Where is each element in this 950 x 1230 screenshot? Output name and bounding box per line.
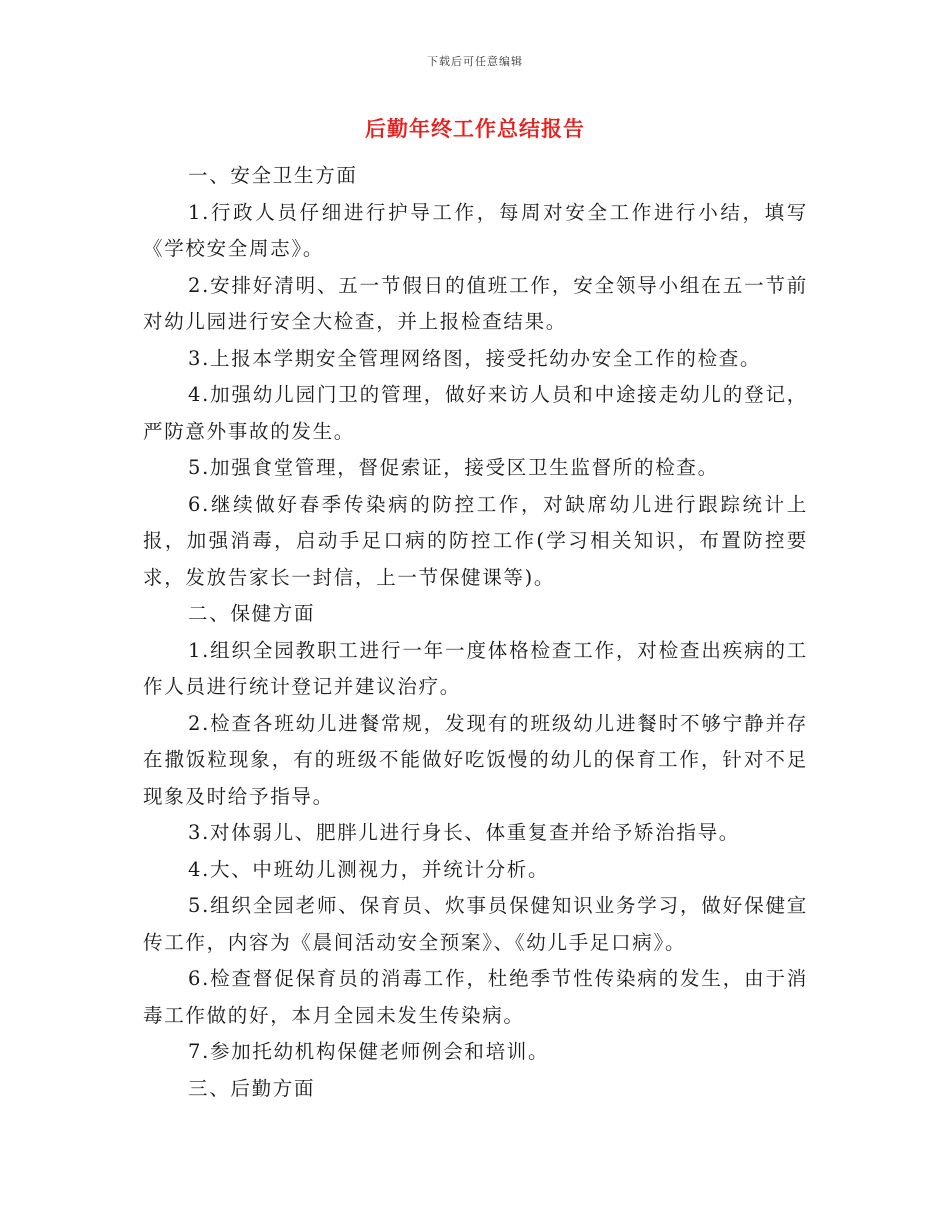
paragraph: 3.上报本学期安全管理网络图，接受托幼办安全工作的检查。	[188, 346, 762, 370]
paragraph: 1.行政人员仔细进行护导工作，每周对安全工作进行小结，填写《学校安全周志》。	[143, 200, 808, 260]
paragraph: 6.检查督促保育员的消毒工作，杜绝季节性传染病的发生，由于消毒工作做的好，本月全园未发生传染病。	[143, 967, 808, 1027]
page-header-note: 下载后可任意编辑	[427, 55, 523, 68]
paragraph: 5.加强食堂管理，督促索证，接受区卫生监督所的检查。	[188, 456, 719, 479]
paragraph: 1.组织全园教职工进行一年一度体格检查工作，对检查出疾病的工作人员进行统计登记并建议治疗。	[143, 638, 808, 698]
section-heading-health: 二、保健方面	[188, 602, 316, 625]
document-title: 后勤年终工作总结报告	[365, 116, 585, 141]
paragraph: 7.参加托幼机构保健老师例会和培训。	[188, 1040, 550, 1063]
paragraph: 2.检查各班幼儿进餐常规，发现有的班级幼儿进餐时不够宁静并存在撒饭粒现象，有的班级不能做好吃饭慢的幼儿的保育工作，针对不足现象及时给予指导。	[143, 711, 808, 808]
paragraph: 4.大、中班幼儿测视力，并统计分析。	[188, 857, 550, 881]
section-heading-logistics: 三、后勤方面	[188, 1076, 316, 1100]
paragraph: 5.组织全园老师、保育员、炊事员保健知识业务学习，做好保健宣传工作，内容为《晨间活动安全预案》、《幼儿手足口病》。	[143, 894, 808, 954]
section-heading-safety: 一、安全卫生方面	[188, 164, 358, 187]
paragraph: 3.对体弱儿、肥胖儿进行身长、体重复查并给予矫治指导。	[188, 821, 741, 844]
document-body	[143, 158, 808, 1107]
paragraph: 6.继续做好春季传染病的防控工作，对缺席幼儿进行跟踪统计上报，加强消毒，启动手足口病的防控工作(学习相关知识，布置防控要求，发放告家长一封信，上一节保健课等)。	[143, 492, 808, 589]
paragraph: 4.加强幼儿园门卫的管理，做好来访人员和中途接走幼儿的登记，严防意外事故的发生。	[143, 383, 808, 443]
paragraph: 2.安排好清明、五一节假日的值班工作，安全领导小组在五一节前对幼儿园进行安全大检查，并上报检查结果。	[143, 273, 808, 333]
